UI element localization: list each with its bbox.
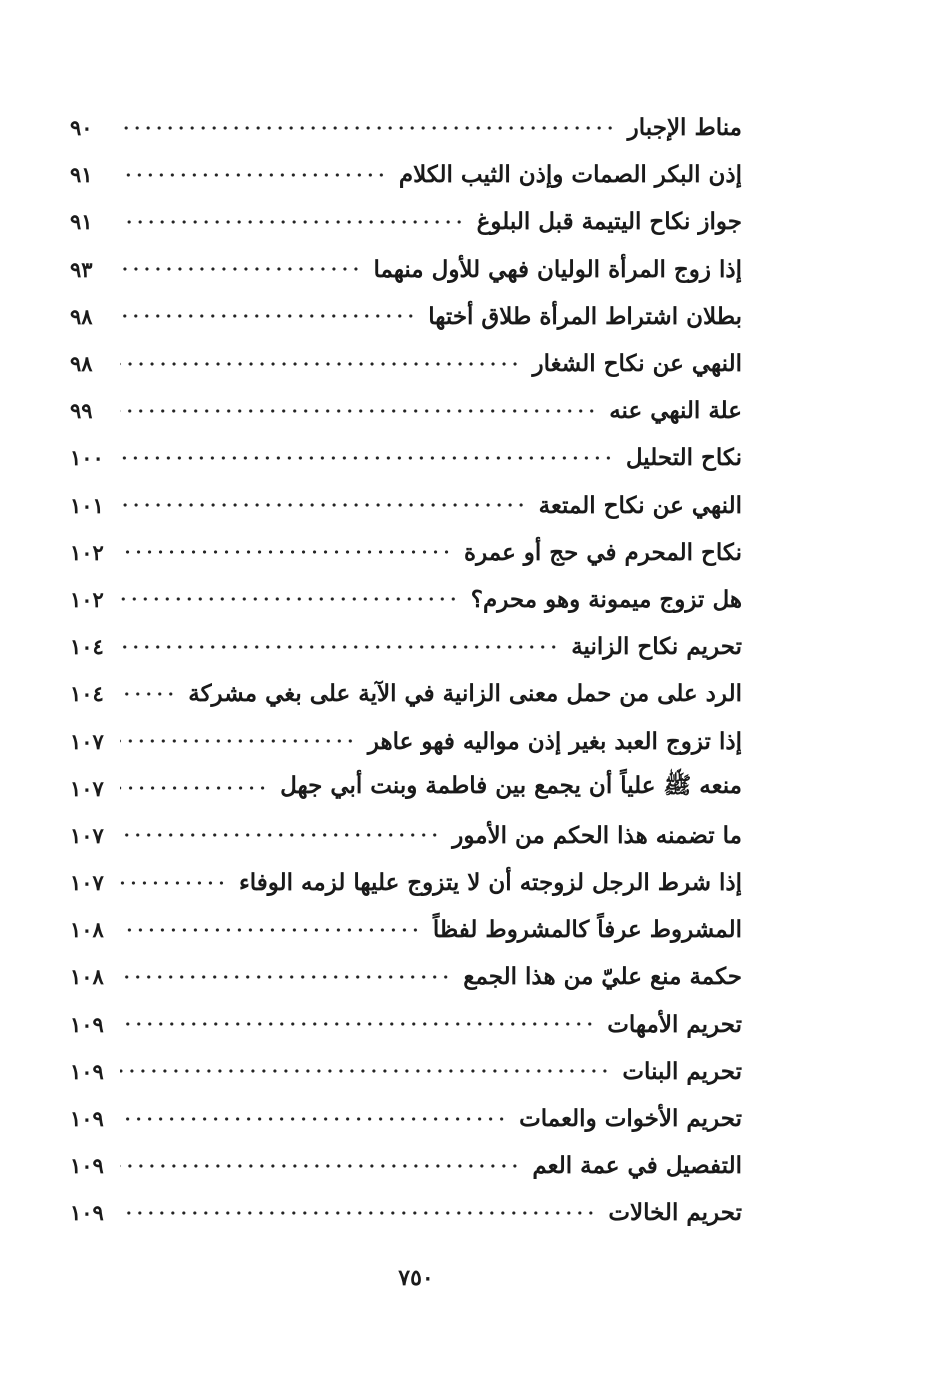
- toc-page-number: ١٠٧: [70, 822, 104, 848]
- dot-leader: [120, 825, 440, 845]
- dot-leader: [120, 1203, 596, 1223]
- toc-row: [70, 906, 742, 953]
- dot-leader: [120, 1061, 610, 1081]
- toc-title: الرد على من حمل معنى الزانية في الآية على بغي مشركة: [188, 680, 742, 708]
- toc-title: إذن البكر الصمات وإذن الثيب الكلام: [398, 161, 742, 189]
- dot-leader: [120, 212, 465, 232]
- toc-title: حكمة منع عليّ من هذا الجمع: [463, 963, 742, 991]
- toc-title: جواز نكاح اليتيمة قبل البلوغ: [476, 208, 742, 236]
- toc-row: [70, 953, 742, 1000]
- toc-title: بطلان اشتراط المرأة طلاق أختها: [428, 302, 742, 330]
- toc-title: ما تضمنه هذا الحكم من الأمور: [452, 821, 742, 849]
- toc-row: [70, 1142, 742, 1189]
- toc-row: [70, 1001, 742, 1048]
- toc-page-number: ١٠٤: [70, 634, 104, 660]
- toc-title: تحريم الخالات: [608, 1199, 742, 1227]
- dot-leader: [120, 637, 559, 657]
- toc-title: نكاح المحرم في حج أو عمرة: [464, 538, 742, 566]
- toc-title: منعه ﷺ علياً أن يجمع بين فاطمة وبنت أبي جهل: [280, 772, 742, 800]
- toc-page-number: ٩١: [70, 162, 93, 188]
- toc-row: [70, 151, 742, 198]
- dot-leader: [120, 589, 459, 609]
- toc-page-number: ١٠٩: [70, 1011, 104, 1037]
- dot-leader: [120, 684, 176, 704]
- dot-leader: [120, 495, 527, 515]
- dot-leader: [120, 259, 361, 279]
- toc-page-number: ١٠٢: [70, 586, 104, 612]
- toc-row: [70, 104, 742, 151]
- toc-page-number: ١٠٧: [70, 775, 104, 801]
- toc-page-number: ١٠٩: [70, 1058, 104, 1084]
- toc-page-number: ١٠٧: [70, 728, 104, 754]
- toc-title: نكاح التحليل: [625, 444, 742, 472]
- toc-title: تحريم البنات: [622, 1057, 742, 1085]
- toc-title: التفصيل في عمة العم: [532, 1152, 742, 1180]
- toc-page-number: ٩٣: [70, 256, 93, 282]
- toc-title: تحريم الأمهات: [607, 1010, 742, 1038]
- toc-row: [70, 387, 742, 434]
- toc-row: [70, 1189, 742, 1236]
- toc-title: المشروط عرفاً كالمشروط لفظاً: [432, 916, 742, 944]
- toc-page-number: ١٠٢: [70, 539, 104, 565]
- toc-row: [70, 198, 742, 245]
- toc-row: [70, 765, 742, 812]
- toc-row: [70, 482, 742, 529]
- toc-title: النهي عن نكاح المتعة: [538, 491, 742, 519]
- toc-page-number: ٩١: [70, 209, 93, 235]
- toc-page-number: ٩٨: [70, 303, 93, 329]
- dot-leader: [120, 542, 452, 562]
- toc-page-number: ١٠٨: [70, 964, 104, 990]
- toc-row: [70, 529, 742, 576]
- dot-leader: [120, 118, 616, 138]
- toc-page-number: ١٠٤: [70, 681, 104, 707]
- table-of-contents: [70, 104, 742, 1237]
- toc-page-number: ٩٠: [70, 115, 93, 141]
- toc-row: [70, 246, 742, 293]
- toc-row: [70, 576, 742, 623]
- toc-title: مناط الإجبار: [627, 114, 742, 142]
- toc-title: علة النهي عنه: [609, 397, 742, 425]
- toc-title: النهي عن نكاح الشغار: [532, 350, 742, 378]
- toc-row: [70, 859, 742, 906]
- toc-page-number: ١٠٨: [70, 917, 104, 943]
- dot-leader: [120, 778, 268, 798]
- dot-leader: [120, 165, 387, 185]
- toc-row: [70, 623, 742, 670]
- toc-title: إذا شرط الرجل لزوجته أن لا يتزوج عليها لزمه الوفاء: [238, 869, 742, 897]
- dot-leader: [120, 354, 521, 374]
- toc-title: تحريم نكاح الزانية: [571, 633, 742, 661]
- dot-leader: [120, 401, 597, 421]
- dot-leader: [120, 1156, 520, 1176]
- page-folio-number: ٧٥٠: [398, 1265, 434, 1291]
- dot-leader: [120, 306, 416, 326]
- toc-title: تحريم الأخوات والعمات: [519, 1105, 742, 1133]
- dot-leader: [120, 873, 227, 893]
- toc-page-number: ١٠٩: [70, 1153, 104, 1179]
- toc-row: [70, 1095, 742, 1142]
- dot-leader: [120, 448, 614, 468]
- toc-page-number: ١٠٠: [70, 445, 104, 471]
- dot-leader: [120, 1014, 595, 1034]
- toc-row: [70, 717, 742, 764]
- toc-page-number: ١٠٩: [70, 1200, 104, 1226]
- toc-title: إذا زوج المرأة الوليان فهي للأول منهما: [373, 255, 742, 283]
- toc-row: [70, 434, 742, 481]
- toc-page-number: ١٠١: [70, 492, 104, 518]
- toc-row: [70, 340, 742, 387]
- dot-leader: [120, 1109, 507, 1129]
- toc-title: هل تزوج ميمونة وهو محرم؟: [470, 585, 742, 613]
- toc-page-number: ٩٩: [70, 398, 93, 424]
- dot-leader: [120, 967, 451, 987]
- dot-leader: [120, 920, 421, 940]
- toc-row: [70, 670, 742, 717]
- dot-leader: [120, 731, 356, 751]
- toc-title: إذا تزوج العبد بغير إذن مواليه فهو عاهر: [367, 727, 742, 755]
- toc-row: [70, 812, 742, 859]
- toc-page-number: ٩٨: [70, 351, 93, 377]
- toc-row: [70, 1048, 742, 1095]
- toc-page-number: ١٠٩: [70, 1106, 104, 1132]
- toc-page-number: ١٠٧: [70, 870, 104, 896]
- toc-row: [70, 293, 742, 340]
